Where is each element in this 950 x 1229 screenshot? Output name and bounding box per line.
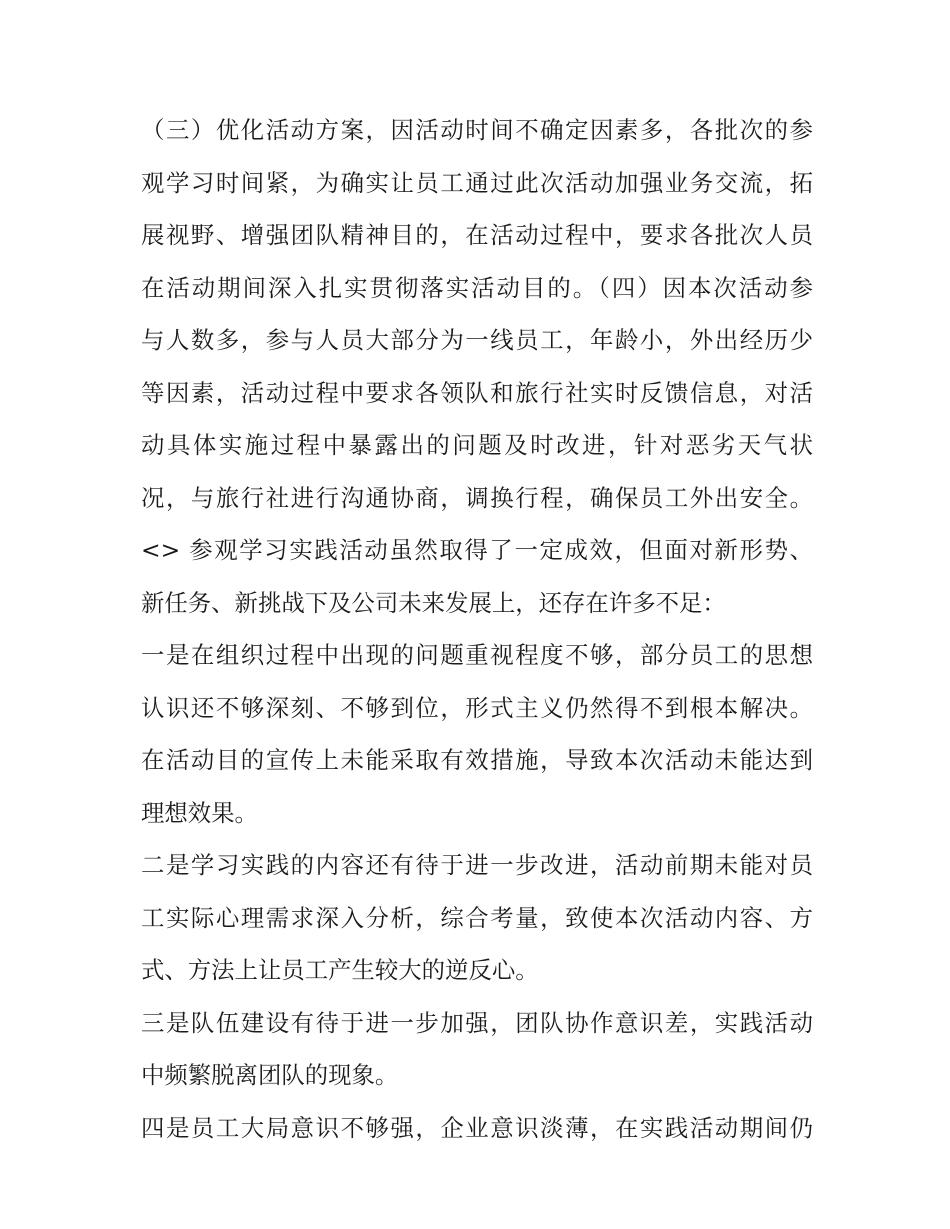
text-line: 一是在组织过程中出现的问题重视程度不够，部分员工的思想 [141,641,813,669]
text-line: 新任务、新挑战下及公司未来发展上，还存在许多不足： [141,588,726,617]
text-line: 工实际心理需求深入分析，综合考量，致使本次活动内容、方 [141,903,813,932]
text-line: <> 参观学习实践活动虽然取得了一定成效，但面对新形势、 [141,536,813,564]
text-line: 理想效果。 [141,798,258,827]
text-line: 与人数多，参与人员大部分为一线员工，年龄小，外出经历少 [141,326,813,354]
text-line: 式、方法上让员工产生较大的逆反心。 [141,956,539,984]
text-line: 中频繁脱离团队的现象。 [141,1061,399,1089]
text-line: 二是学习实践的内容还有待于进一步改进，活动前期未能对员 [141,851,813,879]
text-line: 在活动期间深入扎实贯彻落实活动目的。（四）因本次活动参 [141,273,813,302]
text-line: 动具体实施过程中暴露出的问题及时改进，针对恶劣天气状 [141,431,813,459]
body-text [141,111,813,1147]
text-line: 况，与旅行社进行沟通协商，调换行程，确保员工外出安全。 [141,483,813,512]
text-line: 展视野、增强团队精神目的，在活动过程中，要求各批次人员 [141,221,813,249]
text-line: 观学习时间紧，为确实让员工通过此次活动加强业务交流，拓 [141,168,813,197]
text-line: （三）优化活动方案，因活动时间不确定因素多，各批次的参 [141,116,813,144]
text-line: 等因素，活动过程中要求各领队和旅行社实时反馈信息，对活 [141,378,813,407]
text-line: 在活动目的宣传上未能采取有效措施，导致本次活动未能达到 [141,746,813,774]
text-line: 认识还不够深刻、不够到位，形式主义仍然得不到根本解决。 [141,693,813,722]
text-line: 三是队伍建设有待于进一步加强，团队协作意识差，实践活动 [141,1008,813,1037]
text-line: 四是员工大局意识不够强，企业意识淡薄，在实践活动期间仍 [141,1113,813,1142]
